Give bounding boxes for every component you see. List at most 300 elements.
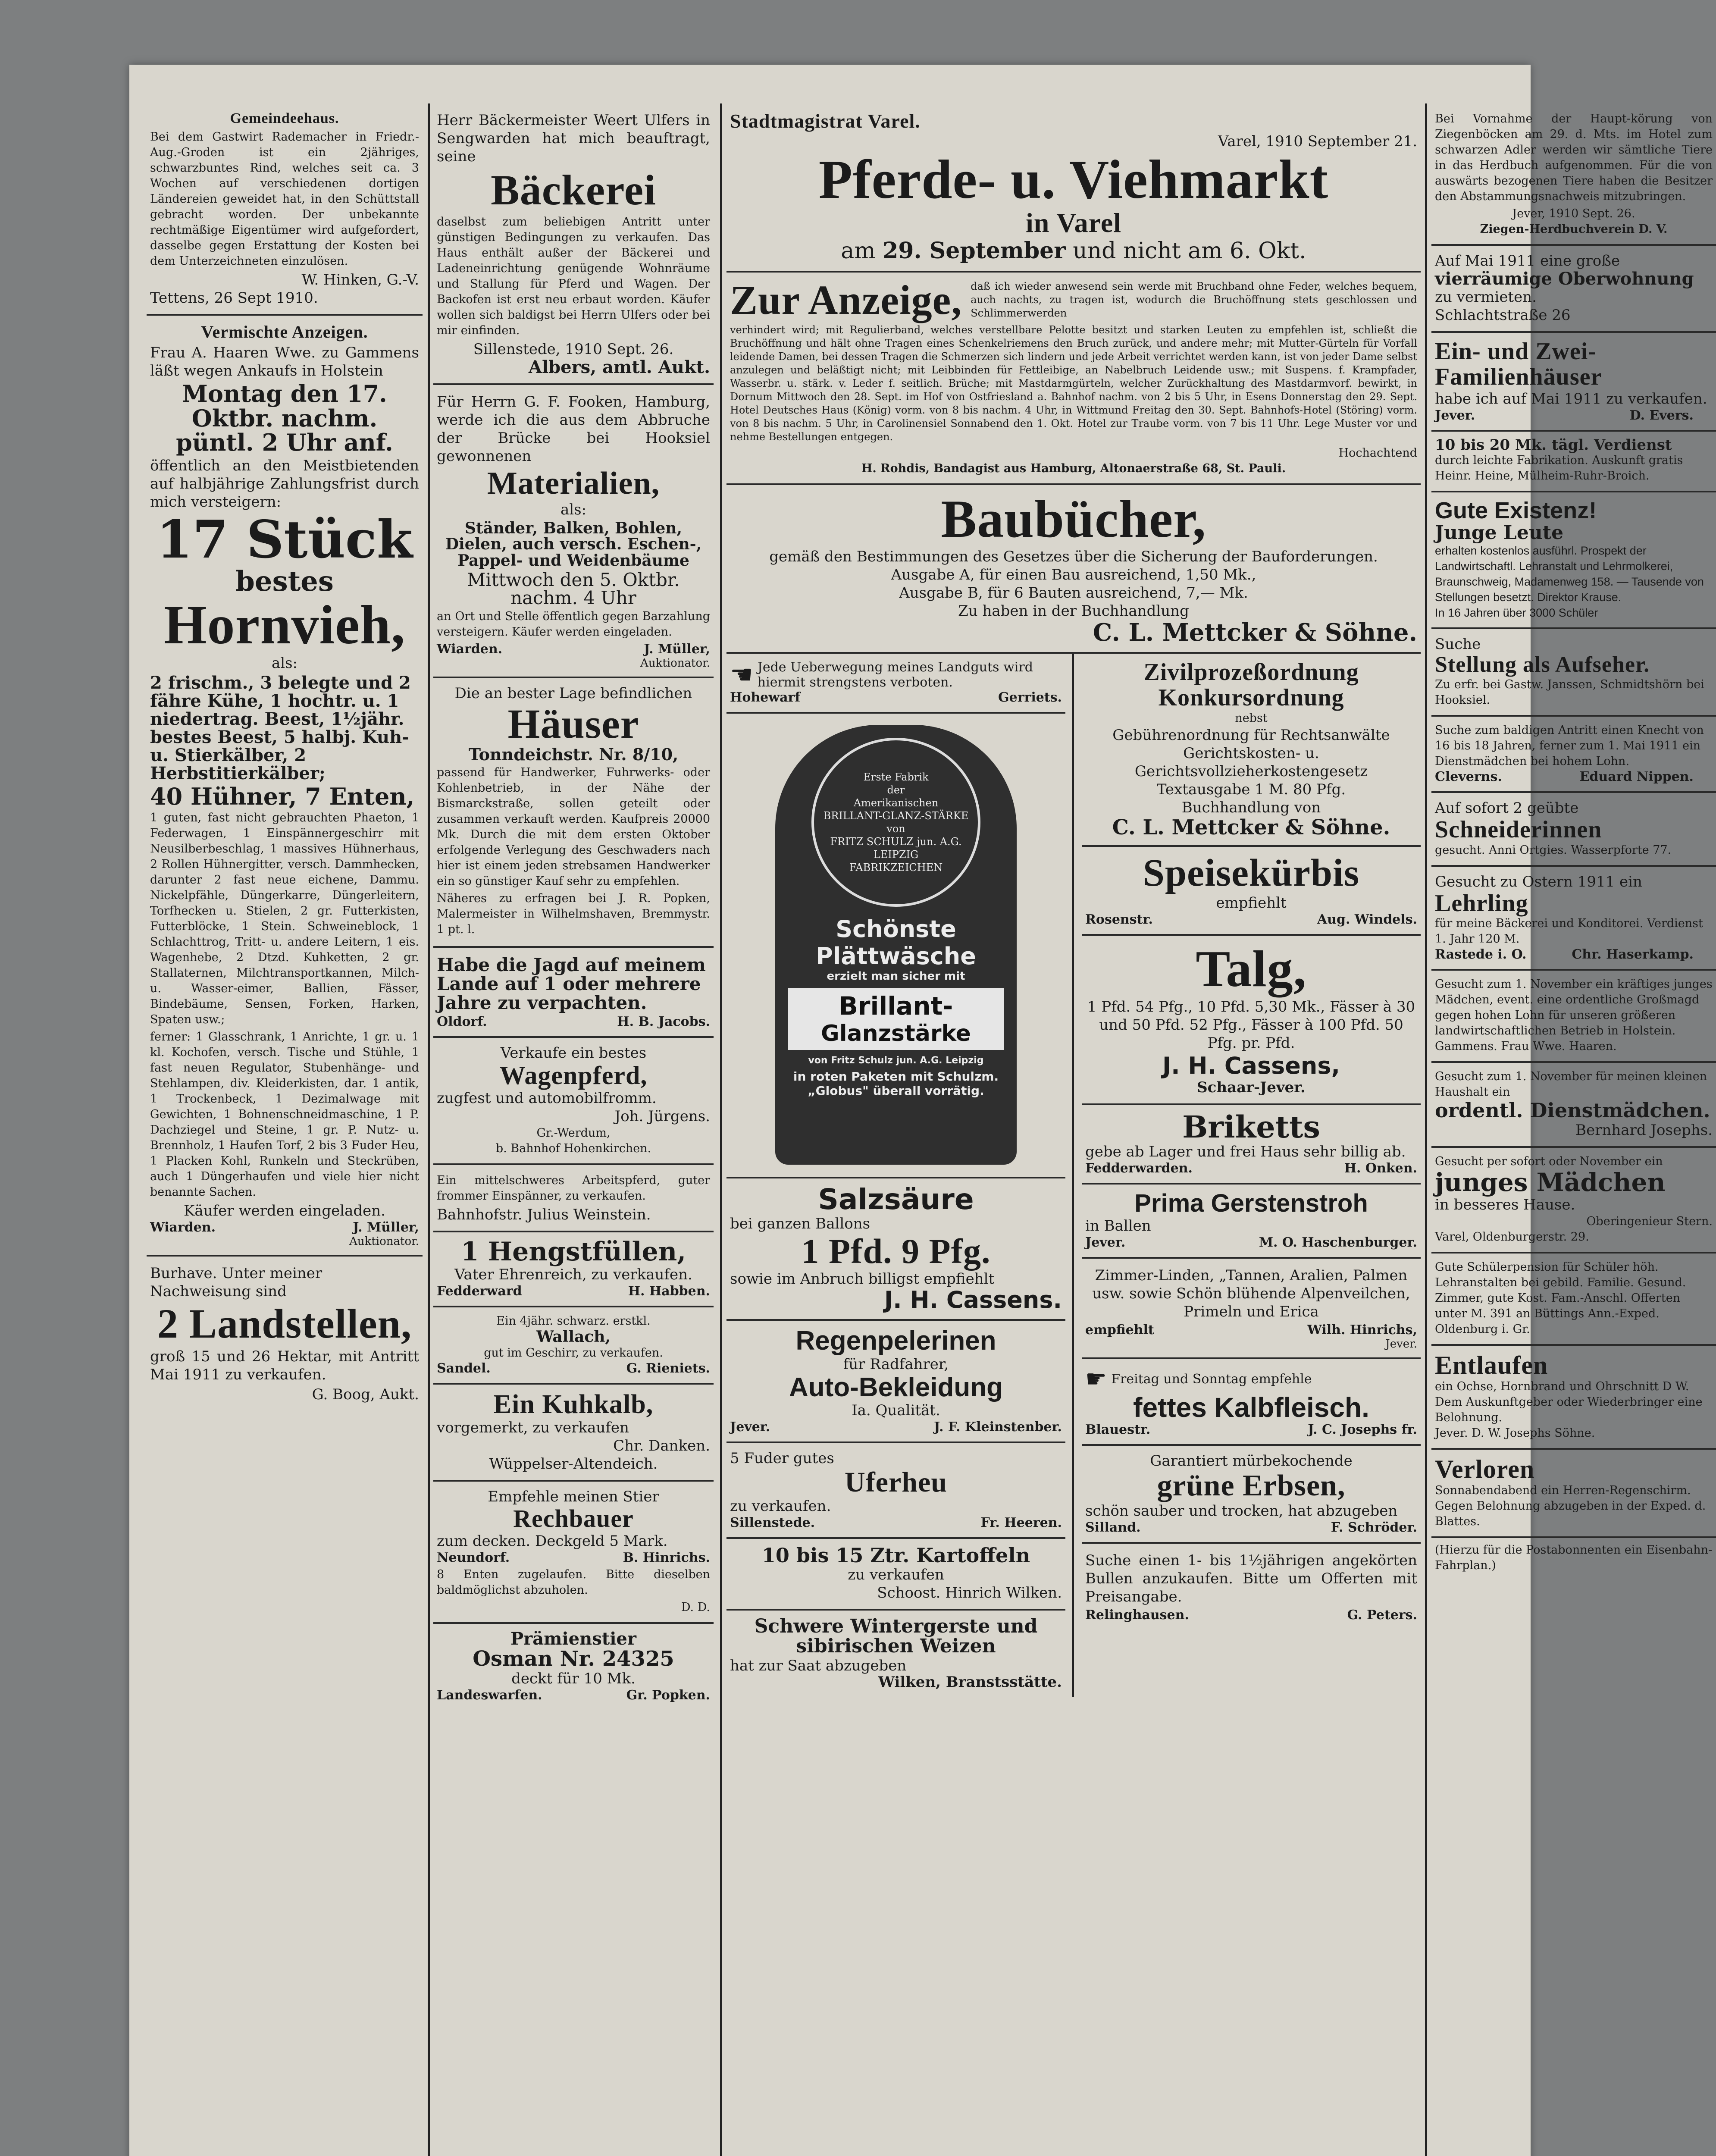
ad-body: 1 Pfd. 54 Pfg., 10 Pfd. 5,30 Mk., Fässer à 30 und 50 Pfd. 52 Pfg., Fässer à 100 Pfd. 50 Pfg. pr. Pfd. [1087,998,1415,1052]
ad-jagd [433,948,714,1038]
ad-title: Briketts [1182,1109,1320,1145]
ad-talg [1082,936,1421,1105]
ad-briketts [1082,1105,1421,1185]
sig-place: Jever. [730,1419,770,1435]
ad-zur-anzeige [726,273,1421,486]
ad-hengst [433,1232,714,1307]
ad-body: Suche einen 1- bis 1½jährigen angekörten Bullen anzukaufen. Bitte um Offerten mit Preisangabe. [1085,1551,1417,1605]
seal-line: BRILLANT-GLANZ-STÄRKE [823,810,969,822]
ad-title: Baubücher, [941,489,1206,549]
ad-intro: Auf sofort 2 geübte [1435,799,1579,817]
ad-body: in Ballen [1085,1217,1151,1235]
ad-body: ein Ochse, Hornbrand und Ohrschnitt D W. Dem Auskunftgeber oder Wiederbringer eine Belohnung. [1435,1379,1703,1424]
ad-kuhkalb [433,1385,714,1482]
ad-body: Vater Ehrenreich, zu verkaufen. [454,1266,692,1284]
ad-schneiderinnen [1431,793,1716,867]
column-1 [147,103,423,2156]
ad-title: Speisekürbis [1143,852,1360,895]
ad-signature [1085,912,1417,927]
ad-gemeinde [147,103,423,316]
ad-signature [1085,1322,1417,1338]
ad-stroh [1082,1185,1421,1259]
ad-terms: öffentlich an den Meistbietenden auf halbjährige Zahlungsfrist durch mich versteigern: [150,457,419,511]
sig-place: Landeswarfen. [437,1688,542,1703]
ad-intro: Gesucht zum 1. November für meinen kleinen Haushalt ein [1435,1070,1707,1099]
ad-place: Schlachtstraße 26 [1435,307,1571,324]
ad-body: Gesucht zum 1. November ein kräftiges junges Mädchen, event. eine ordentliche Großmagd gegen hohen Lohn für unseren größeren landwirtschaftlichen Betrieb in Holstein. [1435,978,1713,1038]
ad-body: zu vermieten. [1435,288,1537,306]
ad-signature [437,1014,710,1029]
sig-name: Aug. Windels. [1317,912,1417,927]
ad-signature [150,1220,419,1235]
sig-place: Rosenstr. [1085,912,1153,927]
ad-title: ordentl. Dienstmädchen. [1435,1099,1710,1122]
ad-title: Gute Existenz! [1435,498,1597,524]
ad-heading: Stadtmagistrat Varel. [730,110,921,132]
ad-signer: Jever. D. W. Josephs Söhne. [1435,1426,1595,1440]
ad-signature [1085,1520,1417,1535]
ad-title: Regenpelerinen [795,1326,996,1356]
ad-vermischte [147,316,423,1257]
ad-place: Schaar-Jever. [1197,1078,1306,1096]
date-pre: am [841,238,876,264]
ad-firm: J. H. Cassens, [1162,1052,1340,1079]
ad-price: Textausgabe 1 M. 80 Pfg. [1156,780,1346,798]
ad-title: Bäckerei [491,166,656,214]
ad-body: gut im Geschirr, zu verkaufen. [484,1346,663,1360]
ad-dienst [1431,1063,1716,1147]
sig-place: Oldorf. [437,1014,487,1030]
sig-place: Hohewarf [730,690,801,705]
sig-name: Eduard Nippen. [1579,769,1694,784]
ad-firm: J. H. Cassens. [884,1286,1062,1313]
ad-body: Zu erfr. bei Gastw. Janssen, Schmidtshörn bei Hooksiel. [1435,677,1704,707]
ad-regen [726,1321,1065,1443]
ad-intro: 5 Fuder gutes [730,1449,834,1467]
ad-intro: Ein 4jähr. schwarz. erstkl. [496,1314,651,1328]
slogan-line: Plättwäsche [816,943,976,970]
ad-intro: Burhave. Unter meiner Nachweisung sind [150,1265,323,1300]
ad-intro: Auf Mai 1911 eine große [1435,252,1620,270]
ad-address: Tonndeichstr. Nr. 8/10, [468,744,679,764]
seal-emblem [811,738,980,907]
ad-sub: gemäß den Bestimmungen des Gesetzes über die Sicherung der Bauforderungen. [769,548,1378,565]
ad-weizen [726,1611,1065,1697]
ad-hohewarf [726,654,1065,714]
ad-intro: Suche [1435,636,1481,653]
ad-title: Salzsäure [818,1183,974,1216]
column-rule [1425,103,1427,2156]
ad-heading: Gemeindeehaus. [230,110,339,126]
maker-line: von Fritz Schulz jun. A.G. Leipzig [808,1055,984,1066]
pack-line: in roten Paketen mit Schulzm. „Globus" überall vorrätig. [793,1069,999,1098]
column-2 [433,103,714,2156]
ad-body: groß 15 und 26 Hektar, mit Antritt Mai 1911 zu verkaufen. [150,1348,419,1384]
ad-items: Ständer, Balken, Bohlen, Dielen, auch versch. Eschen-, Pappel- und Weidenbäume [445,519,702,570]
ad-body: Bei dem Gastwirt Rademacher in Friedr.-Aug.-Groden ist ein 2jähriges, schwarzbuntes Rind, welches seit ca. 3 Wochen auf verschiedenen dortigen Ländereien geweidet hat, in den Schüttstall gebracht worden. Der unbekannte rechtmäßige Eigentümer wird aufgefordert, dasselbe gegen Erstattung der Kosten bei dem Unterzeichneten einzulösen. [150,130,419,268]
ad-signer: H. Rohdis, Bandagist aus Hamburg, Altonaerstraße 68, St. Pauli. [861,462,1286,476]
ad-title: Talg, [1196,940,1307,997]
ad-signer: Wilken, Branstsstätte. [878,1673,1062,1691]
ad-aufseher [1431,629,1716,717]
ad-date-line [730,238,1417,264]
sub-column-right [1082,654,1421,1697]
sig-name: D. Evers. [1629,407,1694,423]
sig-title: Auktionator. [349,1235,419,1248]
date-main: 29. September [883,237,1066,264]
ad-intro-row [1085,1365,1417,1393]
brand-panel [788,988,1004,1050]
sig-place: Sandel. [437,1360,491,1376]
sig-name: H. Onken. [1344,1161,1417,1176]
ad-title: vierräumige Oberwohnung [1435,269,1694,289]
ad-body: daselbst zum beliebigen Antritt unter günstigen Bedingungen zu verkaufen. Das Haus enthält außer der Bäckerei und Ladeneinrichtung genügende Wohnräume und Stallung für Pferd und Wagen. Der Backofen ist erst neu erbaut worden. Käufer wollen sich baldigst bei Herrn Ulfers oder bei mir einfinden. [437,215,710,337]
ad-date-line: Montag den 17. Oktbr. nachm. püntl. 2 Uhr anf. [176,380,393,457]
ad-title: Zivilprozeßordnung [1143,659,1359,686]
ad-date: Sillenstede, 1910 Sept. 26. [473,341,674,358]
ad-body: passend für Handwerker, Fuhrwerks- oder Kohlenbetrieb, in der Nähe der Bismarckstraße, sollen geteilt oder zusammen verkauft werden. Kaufpreis 20000 Mk. Durch die mit dem ersten Oktober erfolgende Verlegung des Geschwaders nach hier ist einem jeden strebsamen Handwerker ein so günstiger Kauf sehr zu empfehlen. [437,765,710,888]
ad-title: Uferheu [845,1466,947,1498]
slogan-line: erzielt man sicher mit [827,970,965,983]
sub-columns [726,654,1421,1697]
ad-body-row [730,660,1062,690]
column-4-content [1431,103,1716,1578]
sig-name: Gerriets. [998,690,1062,705]
ad-title: Ein- und Zwei-Familienhäuser [1435,338,1602,390]
ad-body: schön sauber und trocken, hat abzugeben [1085,1502,1398,1520]
ad-body: zu verkaufen [848,1566,944,1584]
ad-body: zu verkaufen. [730,1497,831,1515]
ad-lehrling [1431,867,1716,971]
ad-sub: für Radfahrer, [843,1355,949,1373]
ad-signature [1085,1422,1417,1437]
ad-familien [1431,333,1716,432]
ad-arbeitspferd [433,1165,714,1232]
ad-body: Ein mittelschweres Arbeitspferd, guter frommer Einspänner, zu verkaufen. [437,1174,710,1203]
ad-intro: Garantiert mürbekochende [1150,1452,1353,1470]
sig-name: H. B. Jacobs. [617,1014,710,1030]
ad-body: Bei Vornahme der Haupt-körung von Ziegenböcken am 29. d. Mts. im Hotel zum schwarzen Adler werden wir sämtliche Tiere in das Herdbuch aufgenommen. Für die von auswärts bezogenen Tiere haben die Besitzer den Abstammungsnachweis mitzubringen. [1435,112,1713,203]
ad-cattle: 2 frischm., 3 belegte und 2 fähre Kühe, 1 hochtr. u. 1 niedertrag. Beest, 1½jähr. bestes Beest, 5 halbj. Kuh- u. Stierkälber, 2 Herbstitierkälber; [150,672,411,783]
ad-fabrik [1431,432,1716,493]
ad-haeuser [433,678,714,948]
ad-title-2: Auto-Bekleidung [789,1372,1003,1402]
column-rule [428,103,430,2156]
ad-firm: C. L. Mettcker & Söhne. [1093,618,1417,647]
ad-signer: Schoost. Hinrich Wilken. [877,1584,1062,1602]
ad-signer: W. Hinken, G.-V. [301,271,419,288]
ad-body: Gute Schülerpension für Schüler höh. Lehranstalten bei gebild. Familie. Gesund. Zimmer, gute Kost. Fam.-Anschl. Offerten unter M. 391 an Büttings Ann.-Exped. Oldenburg i. Gr. [1435,1260,1686,1336]
sig-lead: empfiehlt [1085,1322,1154,1338]
sig-name: J. C. Josephs fr. [1308,1422,1417,1438]
seal-line: LEIPZIG [873,849,919,861]
ad-title: Wallach, [536,1328,611,1346]
seal-line: FABRIKZEICHEN [849,862,943,874]
ad-nebst: nebst [1235,711,1268,725]
sig-name: J. Müller, [353,1220,419,1235]
ad-signature [730,690,1062,705]
seal-line: Amerikanischen [853,797,939,809]
sig-place: Fedderward [437,1284,522,1299]
sig-name: G. Rieniets. [626,1360,710,1376]
ad-body: zum decken. Deckgeld 5 Mark. [437,1532,668,1550]
ad-title: 1 Hengstfüllen, [460,1237,686,1267]
ad-signer: Bernhard Josephs. [1575,1121,1713,1139]
sig-name: F. Schröder. [1331,1520,1417,1535]
seal-line: Erste Fabrik [863,771,929,783]
ad-body: zugfest und automobilfromm. [437,1090,657,1107]
ad-brillant [726,714,1065,1178]
ad-title: Schwere Wintergerste und sibirischen Weizen [754,1615,1038,1658]
ad-date: Mittwoch den 5. Oktbr. nachm. 4 Uhr [467,569,680,609]
ad-date: Jever, 1910 Sept. 26. [1512,207,1635,220]
ad-body: Suche zum baldigen Antritt einen Knecht von 16 bis 18 Jahren, ferner zum 1. Mai 1911 ein Dienstmädchen bei hohem Lohn. [1435,723,1704,768]
ad-avail: Zu haben in der Buchhandlung [958,602,1189,620]
ad-signature [437,1550,710,1565]
ad-title: Lehrling [1435,890,1528,917]
ad-note: In 16 Jahren über 3000 Schüler [1435,606,1598,620]
sig-place: Jever. [1435,407,1475,423]
ad-signature [1085,1608,1417,1623]
section-heading: Vermischte Anzeigen. [201,322,368,342]
ad-title: Verloren [1435,1454,1535,1483]
ad-title: Rechbauer [513,1504,634,1532]
ad-title: Häuser [507,701,639,747]
ad-body: vorgemerkt, zu verkaufen [437,1419,629,1436]
brand-line: Glanzstärke [821,1021,971,1047]
ad-goods: 1 guten, fast nicht gebrauchten Phaeton, 1 Federwagen, 1 Einspännergeschirr mit Neusilberbeschlag, 1 massives Hühnerhaus, 2 Rollen Hühnergitter, versch. Dammhecken, darunter 2 fast neue eichene, Dammu. Nickelpfähle, Düngerkarre, Düngerleitern, Torfhecken u. Stielen, 2 gr. Futterkisten, Futterblöcke, 1 Stein. Schweineblock, 1 Schlachttrog, Tritt- u. andere Leitern, 1 eis. Wagenhebe, 2 Dtzd. Kuhketten, 2 gr. Stallaternen, Milchtransportkannen, Milch- u. Wasser-eimer, Ballien, Fässer, Bindebäume, Sensen, Forken, Harken, Spaten usw.; [150,811,419,1027]
ad-quality: Ia. Qualität. [852,1401,940,1419]
ad-sub: Gebührenordnung für Rechtsanwälte Gerichtskosten- u. Gerichtsvollzieherkostengesetz [1112,726,1390,780]
ad-body: habe ich auf Mai 1911 zu verkaufen. [1435,390,1707,407]
ad-shop: Buchhandlung von [1181,799,1321,816]
ad-firm: C. L. Mettcker & Söhne. [1112,815,1390,840]
sig-place: Silland. [1085,1520,1141,1535]
ad-intro: Für Herrn G. F. Fooken, Hamburg, werde ich die aus dem Abbruche der Brücke bei Hooksiel gewonnenen [437,393,710,465]
ad-signature [1085,1235,1417,1250]
ad-title: 10 bis 15 Ztr. Kartoffeln [761,1543,1030,1567]
sig-name: Chr. Haserkamp. [1572,947,1694,962]
sig-place: Jever. [1085,1235,1126,1250]
ad-existenz [1431,492,1716,629]
ad-intro: Freitag und Sonntag empfehle [1111,1371,1312,1387]
ad-pension [1431,1253,1716,1346]
seal-line: FRITZ SCHULZ jun. A.G. [830,836,962,848]
ad-magistrat [726,103,1421,273]
sig-place: Blauestr. [1085,1422,1151,1438]
ad-price: 1 Pfd. 9 Pfg. [801,1231,991,1271]
ad-signature [730,1420,1062,1435]
column-3 [726,103,1421,2156]
sig-name: B. Hinrichs. [623,1550,710,1565]
ad-linden [1082,1259,1421,1359]
brand-line: Brillant- [839,991,953,1021]
ad-title: Stellung als Aufseher. [1435,652,1650,677]
ad-wagenpferd [433,1038,714,1165]
ad-title: junges Mädchen [1435,1167,1666,1197]
column-rule [720,103,722,2156]
ad-body: verhindert wird; mit Regulierband, welches verstellbare Pelotte besitzt und starken Leuten zu empfehlen ist, schließt die Bruchöffnung und hält ohne Tragen eines Schenkelriemens den Bruch zurück, und andere mehr; mit Mutter-Gürteln für Vorfall leidende Damen, bei dessen Tragen die Schmerzen sich lindern und jede Arbeit verrichtet werden kann, ist von jeder Dame selbst anzulegen und beläßtigt nicht; mit Leibbinden für Fettleibige, an Nabelbruch Leidende usw.; mit Suspens. f. Krampfader, Wasserbr. u. stärk. v. Leder f. seitlich. Brüche; mit Mastdarmgürteln, welcher Zurückhaltung des Mastdarmvorf. bewirkt, in Dornum Mittwoch den 28. Sept. im Hof von Ostfriesland a. Bahnhof nachm. von 2 bis 5 Uhr, in Esens Donnerstag den 29. Sept. Hotel Deutsches Haus (König) vorm. von 8 bis nachm. 4 Uhr, in Wittmund Freitag den 30. Sept. Bahnhofs-Hotel (Störing) vorm. von 8 bis nachm. 5 Uhr, in Carolinensiel Sonnabend den 1. Okt. Hotel zur Traube vorm. von 7 bis 11 Uhr. Lege Muster vor und nehme Bestellungen entgegen. [730,324,1417,443]
ad-baubuecher [726,485,1421,654]
ad-oberwohnung [1431,246,1716,333]
ad-furniture: ferner: 1 Glasschrank, 1 Anrichte, 1 gr. u. 1 kl. Kochofen, versch. Tische und Stühle, 1 fast neuen Regulator, Stubenhänge- und Stehlampen, div. Kleiderkisten, dar. 1 antik, 1 Trockenbeck, 1 Dezimalwage mit Gewichten, 1 Bohnenschneidmaschine, 1 P. Dachziegel und Steine, 1 gr. P. Nutz- u. Brennholz, 1 Haufen Torf, 2 bis 3 Fuder Heu, 1 Placken Kohl, Runkeln und Steckrüben, auch 1 Düngerhaufen und viele hier nicht benannte Sachen. [150,1030,419,1199]
sig-place: Sillenstede. [730,1515,815,1530]
bottle-illustration [775,725,1017,1165]
ad-signature [437,1361,710,1376]
ad-body: gebe ab Lager und frei Haus sehr billig ab. [1085,1143,1406,1161]
ad-title: grüne Erbsen, [1157,1469,1346,1503]
ad-title: Zur Anzeige, [730,276,962,323]
ad-body: deckt für 10 Mk. [511,1670,636,1688]
ad-date: Tettens, 26 Sept 1910. [150,289,318,307]
ad-als: als: [271,654,298,672]
ad-body: empfiehlt [1216,894,1287,912]
ad-intro: Verkaufe ein bestes [500,1044,647,1062]
ad-place: in Varel [1026,207,1121,238]
ad-entlaufen [1431,1346,1716,1450]
ad-wallach [433,1307,714,1385]
column-4 [1431,103,1713,2156]
ad-salzsaeure [726,1178,1065,1321]
ad-poultry: 40 Hühner, 7 Enten, [150,782,415,810]
ad-signature [1435,947,1694,962]
ad-place: Varel, Oldenburgerstr. 29. [1435,1230,1589,1244]
ad-title-2: Konkursordnung [1158,684,1344,711]
sig-name: Wilh. Hinrichs, [1307,1322,1417,1338]
ad-heading: Prämienstier [510,1628,636,1649]
ad-lead: Junge Leute [1435,521,1564,544]
sig-place: Cleverns. [1435,769,1502,784]
ad-baeckerei [433,103,714,385]
ad-closing: Hochachtend [1338,446,1417,460]
ad-contact: Näheres zu erfragen bei J. R. Popken, Malermeister in Wilhelmshaven, Bremmystr. 1 pt. l. [437,891,710,936]
ad-body: an Ort und Stelle öffentlich gegen Barzahlung versteigern. Käufer werden eingeladen. [437,610,710,639]
ad-verloren [1431,1450,1716,1538]
ad-body2: sowie im Anbruch billigst empfiehlt [730,1270,995,1288]
ad-side: daß ich wieder anwesend sein werde mit Bruchband ohne Feder, welches bequem, auch nachts, zu tragen ist, wodurch die Bruchöffnung stets geschlossen und Schlimmerwerden [971,280,1417,320]
sig-name: G. Peters. [1347,1607,1417,1623]
ad-body: gesucht. Anni Ortgies. Wasserpforte 77. [1435,843,1672,857]
ad-signature [437,1284,710,1299]
sig-place: Relinghausen. [1085,1607,1189,1623]
ad-body: für meine Bäckerei und Konditorei. Verdienst 1. Jahr 120 M. [1435,917,1703,946]
ad-ziegen [1431,103,1716,246]
slogan-line: Schönste [836,915,956,943]
sig-place: Neundorf. [437,1550,510,1565]
ad-signer: Joh. Jürgens. [614,1108,710,1125]
ad-body: in besseres Hause. [1435,1196,1575,1213]
ad-knecht [1431,717,1716,793]
newspaper-page [129,65,1713,2156]
sig-place: Fedderwarden. [1085,1161,1193,1176]
ad-title: 10 bis 20 Mk. tägl. Verdienst [1435,436,1672,454]
ad-body: durch leichte Fabrikation. Auskunft gratis Heinr. Heine, Mülheim-Ruhr-Broich. [1435,454,1683,483]
sig-name: J. F. Kleinstenber. [934,1419,1062,1435]
sig-name: H. Habben. [628,1284,710,1299]
ad-signer: Bahnhofstr. Julius Weinstein. [437,1206,651,1224]
ad-body: Zimmer-Linden, „Tannen, Aralien, Palmen usw. sowie Schön blühende Alpenveilchen, Primeln und Erica [1092,1266,1410,1320]
ad-ducks: 8 Enten zugelaufen. Bitte dieselben baldmöglichst abzuholen. [437,1567,710,1597]
sig-name: Gr. Popken. [626,1688,710,1703]
footer-note: (Hierzu für die Postabonnenten ein Eisenbahn-Fahrplan.) [1435,1543,1713,1572]
ad-signer: Oberingenieur Stern. [1586,1214,1713,1228]
ad-intro: Gesucht zu Ostern 1911 ein [1435,873,1642,890]
ad-landstellen [147,1257,423,1410]
ad-bullen [1082,1544,1421,1630]
ad-body: bei ganzen Ballons [730,1215,871,1232]
seal-line: von [886,823,905,835]
ad-title: 2 Landstellen, [157,1300,412,1347]
ad-body: Habe die Jagd auf meinem Lande auf 1 oder mehrere Jahre zu verpachten. [437,954,706,1013]
ad-kartoffeln [726,1539,1065,1611]
ad-body: Sonnabendabend ein Herren-Regenschirm. Gegen Belohnung abzugeben in der Exped. d. Blattes. [1435,1483,1706,1528]
ad-signature [1435,769,1694,784]
ad-materialien [433,385,714,678]
ad-kalbfleisch [1082,1359,1421,1446]
pointing-hand-icon: ☚ [730,660,753,690]
ad-animal: Hornvieh, [163,594,406,656]
ad-zivil [1082,654,1421,847]
sig-name: J. Müller, [644,642,710,657]
ad-intro: Gesucht per sofort oder November ein [1435,1154,1663,1168]
seal-line: der [887,784,905,796]
ad-uferheu [726,1443,1065,1539]
sig-title: Auktionator. [640,657,710,670]
ad-als: als: [560,501,587,518]
ad-title: Osman Nr. 24325 [473,1646,674,1671]
ad-signature [437,1688,710,1703]
ad-title: Wagenpferd, [499,1061,648,1090]
ad-signature [1085,1161,1417,1176]
ad-praemien [433,1624,714,1710]
ad-title: fettes Kalbfleisch. [1133,1391,1369,1423]
sig-place: Rastede i. O. [1435,947,1527,962]
ad-intro: Empfehle meinen Stier [488,1488,659,1505]
ad-title: Prima Gerstenstroh [1134,1189,1368,1218]
ad-edition-a: Ausgabe A, für einen Bau ausreichend, 1,50 Mk., [891,566,1256,583]
ad-junges [1431,1148,1716,1253]
ad-body: hat zur Saat abzugeben [730,1657,907,1674]
ad-signer: Gammens. Frau Wwe. Haaren. [1435,1040,1617,1053]
sig-name: Fr. Heeren. [980,1515,1062,1530]
ad-intro: Herr Bäckermeister Weert Ulfers in Sengwarden hat mich beauftragt, seine [437,112,710,165]
ad-title: Materialien, [487,466,660,501]
ad-closing: Käufer werden eingeladen. [184,1202,385,1220]
ad-signer: Albers, amtl. Aukt. [528,357,710,377]
ad-signature [1435,408,1694,423]
ad-maedchen [1431,971,1716,1063]
ad-place: Wüppelser-Altendeich. [489,1455,658,1473]
ad-title: Ein Kuhkalb, [493,1389,654,1419]
ad-place2: b. Bahnhof Hohenkirchen. [495,1142,651,1156]
ad-signature [437,642,710,657]
ad-intro: Frau A. Haaren Wwe. zu Gammens läßt wegen Ankaufs in Holstein [150,344,419,379]
ad-ducks-signer: D. D. [681,1600,710,1614]
ad-body: Jede Ueberwegung meines Landguts wird hiermit strengstens verboten. [757,660,1033,690]
ad-body: erhalten kostenlos ausführl. Prospekt der Landwirtschaftl. Lehranstalt und Lehrmolkerei, Braunschweig, Madamenweg 158. — Tausende von Stellungen besetzt. Direktor Krause. [1435,544,1704,604]
ad-erbsen [1082,1446,1421,1544]
ad-intro: Die an bester Lage befindlichen [454,685,692,702]
sig-name: M. O. Haschenburger. [1259,1235,1417,1250]
ad-count: 17 Stück [156,509,413,570]
pointing-hand-icon: ☛ [1085,1365,1107,1393]
ad-edition-b: Ausgabe B, für 6 Bauten ausreichend, 7,— Mk. [899,584,1248,602]
ad-kuerbis [1082,847,1421,936]
ad-signer: Chr. Danken. [613,1437,710,1454]
sig-place: Wiarden. [437,642,503,657]
sig-place: Wiarden. [150,1220,216,1235]
sig-place: Jever. [1385,1337,1417,1351]
